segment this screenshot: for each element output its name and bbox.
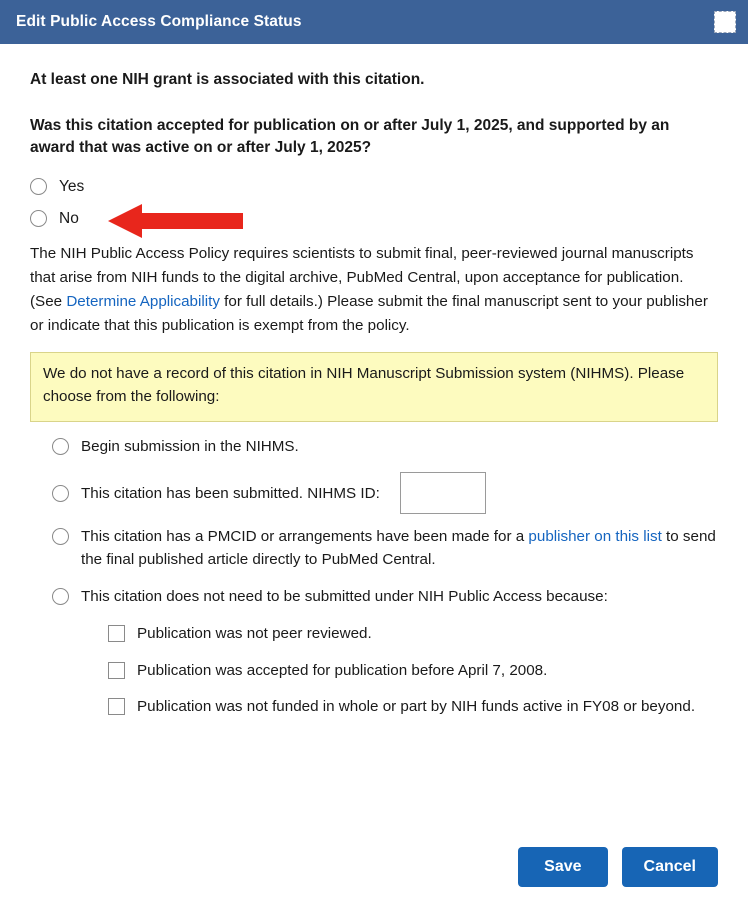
option-begin-submission-label: Begin submission in the NIHMS. bbox=[81, 437, 299, 455]
grant-association-text: At least one NIH grant is associated with this citation. bbox=[30, 71, 425, 88]
policy-text-2: for full details.) Please submit the final manuscript sent to your publisher or indicate that this publication is exempt from the policy. bbox=[30, 292, 708, 334]
radio-no-icon[interactable] bbox=[30, 210, 47, 227]
dialog-content bbox=[0, 44, 748, 835]
option-pmcid-label bbox=[81, 526, 718, 572]
cancel-button[interactable]: Cancel bbox=[622, 847, 718, 887]
radio-exempt-icon[interactable] bbox=[52, 588, 69, 605]
option-exempt[interactable] bbox=[30, 586, 718, 609]
checkbox-not-peer-reviewed-label: Publication was not peer reviewed. bbox=[137, 624, 372, 642]
red-arrow-annotation-icon bbox=[108, 204, 243, 238]
radio-option-yes[interactable] bbox=[30, 178, 718, 196]
radio-pmcid-icon[interactable] bbox=[52, 528, 69, 545]
dialog-title: Edit Public Access Compliance Status bbox=[16, 13, 302, 30]
checkbox-not-peer-reviewed[interactable] bbox=[30, 623, 718, 646]
publisher-list-link[interactable]: publisher on this list bbox=[528, 528, 662, 546]
checkbox-accepted-before-2008-label: Publication was accepted for publication before April 7, 2008. bbox=[137, 661, 548, 679]
dialog-titlebar bbox=[0, 0, 748, 44]
radio-yes-label: Yes bbox=[59, 177, 85, 195]
option-already-submitted[interactable] bbox=[30, 472, 718, 514]
checkbox-not-peer-reviewed-icon[interactable] bbox=[108, 625, 125, 642]
nihms-record-notice: We do not have a record of this citation in NIH Manuscript Submission system (NIHMS). Please choose from the following: bbox=[30, 352, 718, 422]
radio-begin-submission-icon[interactable] bbox=[52, 438, 69, 455]
nihms-id-input[interactable] bbox=[400, 472, 486, 514]
radio-option-no[interactable] bbox=[30, 210, 718, 228]
radio-already-submitted-icon[interactable] bbox=[52, 485, 69, 502]
save-button[interactable]: Save bbox=[518, 847, 607, 887]
option-begin-submission[interactable] bbox=[30, 436, 718, 459]
dialog-footer bbox=[0, 835, 748, 909]
option-already-submitted-label: This citation has been submitted. NIHMS ID: bbox=[81, 484, 380, 502]
checkbox-accepted-before-2008-icon[interactable] bbox=[108, 662, 125, 679]
option-pmcid-or-publisher[interactable] bbox=[30, 526, 718, 572]
policy-text-1: The NIH Public Access Policy requires scientists to submit final, peer-reviewed journal manuscripts that arise from NIH funds to the digital archive, PubMed Central, upon acceptance for publication. (See bbox=[30, 244, 694, 310]
dialog-bottom-edge bbox=[0, 909, 748, 915]
close-box-icon[interactable] bbox=[714, 11, 736, 33]
public-access-policy-paragraph bbox=[30, 242, 718, 338]
option-exempt-label: This citation does not need to be submitted under NIH Public Access because: bbox=[81, 587, 608, 605]
checkbox-not-nih-funded[interactable] bbox=[30, 696, 718, 719]
pmcid-text-2: to send the final published article directly to PubMed Central. bbox=[81, 528, 716, 569]
compliance-question: Was this citation accepted for publication on or after July 1, 2025, and supported by an award that was active on or after July 1, 2025? bbox=[30, 116, 670, 157]
radio-no-label: No bbox=[59, 209, 79, 227]
determine-applicability-link[interactable]: Determine Applicability bbox=[66, 292, 220, 310]
checkbox-accepted-before-2008[interactable] bbox=[30, 660, 718, 683]
checkbox-not-nih-funded-label: Publication was not funded in whole or part by NIH funds active in FY08 or beyond. bbox=[137, 698, 696, 716]
pmcid-text-1: This citation has a PMCID or arrangements have been made for a bbox=[81, 528, 529, 546]
radio-yes-icon[interactable] bbox=[30, 178, 47, 195]
checkbox-not-nih-funded-icon[interactable] bbox=[108, 698, 125, 715]
